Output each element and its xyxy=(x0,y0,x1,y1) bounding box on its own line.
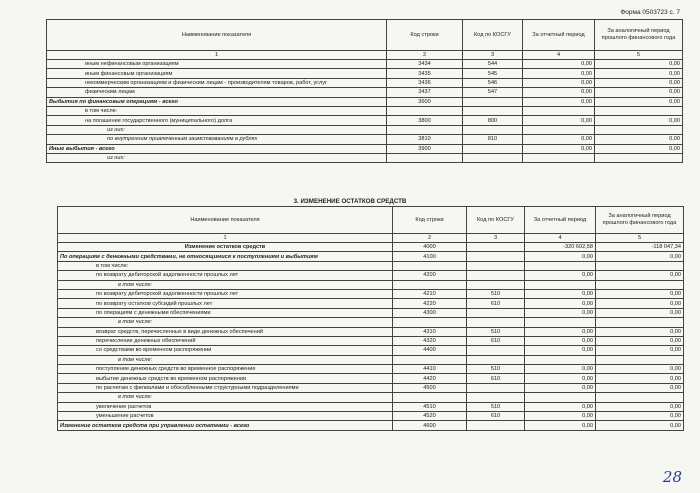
row-name: физическим лицам xyxy=(47,88,387,97)
row-previous-value xyxy=(596,393,684,402)
header-name: Наименование показателя xyxy=(47,20,387,51)
row-current-value: 0,00 xyxy=(525,421,596,430)
header-current: За отчетный период xyxy=(523,20,595,51)
row-previous-value: 0,00 xyxy=(596,289,684,298)
row-kosgu xyxy=(467,261,525,270)
row-previous-value xyxy=(595,106,683,115)
row-line-code xyxy=(393,318,467,327)
row-line-code: 4000 xyxy=(393,243,467,252)
row-current-value: 0,00 xyxy=(523,97,595,106)
row-previous-value: 0,00 xyxy=(596,412,684,421)
row-previous-value xyxy=(596,318,684,327)
col-number: 1 xyxy=(47,51,387,60)
row-kosgu xyxy=(467,318,525,327)
row-previous-value: 0,00 xyxy=(596,252,684,261)
row-kosgu xyxy=(463,106,523,115)
row-name: из них: xyxy=(47,125,387,134)
row-kosgu: 510 xyxy=(467,289,525,298)
row-name: Изменение остатков средств xyxy=(58,243,393,252)
row-previous-value: 0,00 xyxy=(595,69,683,78)
row-name: в том числе: xyxy=(58,393,393,402)
row-name: в том числе: xyxy=(58,355,393,364)
col-number: 5 xyxy=(596,234,684,243)
row-line-code: 3810 xyxy=(387,135,463,144)
row-previous-value: 0,00 xyxy=(595,88,683,97)
row-name: уменьшение расчетов xyxy=(58,412,393,421)
row-line-code: 4510 xyxy=(393,402,467,411)
row-name: Иные выбытия - всего xyxy=(47,144,387,153)
row-line-code: 4600 xyxy=(393,421,467,430)
row-current-value xyxy=(525,280,596,289)
row-previous-value xyxy=(595,153,683,162)
row-previous-value: 0,00 xyxy=(596,308,684,317)
row-current-value: 0,00 xyxy=(525,252,596,261)
row-name: по возврату остатков субсидий прошлых лет xyxy=(58,299,393,308)
row-current-value xyxy=(525,355,596,364)
row-line-code xyxy=(393,355,467,364)
row-line-code: 4310 xyxy=(393,327,467,336)
table-row xyxy=(47,116,683,125)
table-row xyxy=(58,336,684,345)
row-current-value: 0,00 xyxy=(525,365,596,374)
row-current-value: 0,00 xyxy=(525,346,596,355)
row-line-code: 4320 xyxy=(393,336,467,345)
row-name: перечисление денежных обеспечений xyxy=(58,336,393,345)
table-row xyxy=(47,153,683,162)
table-row xyxy=(58,383,684,392)
table-row xyxy=(58,346,684,355)
row-line-code: 4200 xyxy=(393,271,467,280)
table-row xyxy=(58,308,684,317)
header-previous: За аналогичный период прошлого финансового года xyxy=(595,20,683,51)
row-previous-value: 0,00 xyxy=(596,336,684,345)
row-kosgu: 610 xyxy=(467,412,525,421)
table-row xyxy=(47,97,683,106)
row-current-value: 0,00 xyxy=(525,383,596,392)
row-kosgu xyxy=(467,280,525,289)
row-line-code: 3434 xyxy=(387,60,463,69)
row-line-code: 4400 xyxy=(393,346,467,355)
row-name: в том числе: xyxy=(58,261,393,270)
row-kosgu xyxy=(467,271,525,280)
row-line-code: 3436 xyxy=(387,78,463,87)
row-name: иным финансовым организациям xyxy=(47,69,387,78)
row-current-value: 0,00 xyxy=(525,308,596,317)
row-kosgu: 610 xyxy=(467,336,525,345)
table-row xyxy=(58,402,684,411)
row-kosgu xyxy=(467,243,525,252)
row-kosgu: 610 xyxy=(467,374,525,383)
table-row xyxy=(58,271,684,280)
table-row xyxy=(58,318,684,327)
row-line-code: 3437 xyxy=(387,88,463,97)
row-previous-value xyxy=(595,125,683,134)
row-previous-value: -118 047,34 xyxy=(596,243,684,252)
row-current-value: 0,00 xyxy=(525,336,596,345)
page-number: 28 xyxy=(662,468,682,486)
row-line-code xyxy=(393,393,467,402)
header-name: Наименование показателя xyxy=(58,207,393,234)
row-current-value xyxy=(525,318,596,327)
row-current-value: 0,00 xyxy=(523,144,595,153)
row-kosgu: 800 xyxy=(463,116,523,125)
row-previous-value xyxy=(596,280,684,289)
row-kosgu xyxy=(467,346,525,355)
table-outflows xyxy=(46,19,683,163)
row-line-code: 4520 xyxy=(393,412,467,421)
row-previous-value: 0,00 xyxy=(596,374,684,383)
row-previous-value: 0,00 xyxy=(595,135,683,144)
table-row xyxy=(58,252,684,261)
row-previous-value: 0,00 xyxy=(595,97,683,106)
row-kosgu: 610 xyxy=(467,299,525,308)
row-kosgu xyxy=(467,383,525,392)
row-kosgu: 544 xyxy=(463,60,523,69)
row-name: по расчетам с филиалами и обособленными структурными подразделениями xyxy=(58,383,393,392)
row-current-value: 0,00 xyxy=(525,374,596,383)
row-name: со средствами во временном распоряжении xyxy=(58,346,393,355)
row-name: в том числе: xyxy=(47,106,387,115)
row-kosgu: 810 xyxy=(463,135,523,144)
row-line-code xyxy=(393,280,467,289)
row-name: в том числе: xyxy=(58,318,393,327)
col-number: 3 xyxy=(463,51,523,60)
table-row xyxy=(58,393,684,402)
row-line-code: 4300 xyxy=(393,308,467,317)
row-line-code xyxy=(393,261,467,270)
row-current-value: 0,00 xyxy=(525,271,596,280)
col-number: 4 xyxy=(523,51,595,60)
row-line-code: 4500 xyxy=(393,383,467,392)
row-kosgu xyxy=(463,144,523,153)
row-previous-value: 0,00 xyxy=(595,144,683,153)
row-previous-value: 0,00 xyxy=(596,327,684,336)
row-name: из них: xyxy=(47,153,387,162)
table-row xyxy=(47,144,683,153)
row-current-value xyxy=(523,153,595,162)
col-number: 2 xyxy=(393,234,467,243)
row-name: увеличение расчетов xyxy=(58,402,393,411)
table-balance-changes xyxy=(57,206,684,431)
row-kosgu: 545 xyxy=(463,69,523,78)
row-line-code: 3435 xyxy=(387,69,463,78)
row-current-value: 0,00 xyxy=(523,88,595,97)
row-line-code: 4100 xyxy=(393,252,467,261)
col-number: 1 xyxy=(58,234,393,243)
row-line-code xyxy=(387,153,463,162)
row-line-code: 3800 xyxy=(387,116,463,125)
row-kosgu xyxy=(463,125,523,134)
table-row xyxy=(58,280,684,289)
row-line-code: 4210 xyxy=(393,289,467,298)
row-kosgu: 510 xyxy=(467,402,525,411)
header-kosgu: Код по КОСГУ xyxy=(467,207,525,234)
row-current-value: 0,00 xyxy=(525,327,596,336)
row-current-value: 0,00 xyxy=(525,289,596,298)
table-row xyxy=(58,327,684,336)
row-name: некоммерческим организациям и физическим лицам - производителям товаров, работ, услуг xyxy=(47,78,387,87)
form-code: Форма 0503723 с. 7 xyxy=(620,9,680,16)
header-line-code: Код строки xyxy=(393,207,467,234)
row-previous-value xyxy=(596,355,684,364)
row-current-value: 0,00 xyxy=(523,60,595,69)
row-name: Выбытия по финансовым операциям - всего xyxy=(47,97,387,106)
row-name: Изменение остатков средств при управлении остатками - всего xyxy=(58,421,393,430)
row-current-value: 0,00 xyxy=(523,69,595,78)
row-name: по операциям с денежными обеспечениями xyxy=(58,308,393,317)
table-row xyxy=(58,299,684,308)
row-name: По операциям с денежными средствами, не относящимися к поступлениям и выбытиям xyxy=(58,252,393,261)
header-kosgu: Код по КОСГУ xyxy=(463,20,523,51)
row-kosgu xyxy=(467,355,525,364)
row-kosgu: 510 xyxy=(467,365,525,374)
row-name: выбытие денежных средств во временном распоряжении xyxy=(58,374,393,383)
row-name: на погашение государственного (муниципального) долга xyxy=(47,116,387,125)
row-line-code: 4420 xyxy=(393,374,467,383)
table-row xyxy=(47,60,683,69)
row-current-value: -320 602,58 xyxy=(525,243,596,252)
table-row xyxy=(47,125,683,134)
row-previous-value: 0,00 xyxy=(596,383,684,392)
col-number: 3 xyxy=(467,234,525,243)
row-kosgu: 510 xyxy=(467,327,525,336)
row-line-code xyxy=(387,106,463,115)
row-previous-value: 0,00 xyxy=(595,60,683,69)
row-kosgu xyxy=(467,421,525,430)
row-name: возврат средств, перечисленных в виде денежных обеспечений xyxy=(58,327,393,336)
row-name: иным нефинансовым организациям xyxy=(47,60,387,69)
row-name: по внутренним привлеченным заимствованиям в рублях xyxy=(47,135,387,144)
row-current-value: 0,00 xyxy=(525,412,596,421)
table-row xyxy=(58,374,684,383)
header-previous: За аналогичный период прошлого финансового года xyxy=(596,207,684,234)
table-row xyxy=(58,243,684,252)
row-kosgu xyxy=(467,393,525,402)
row-kosgu: 547 xyxy=(463,88,523,97)
row-kosgu xyxy=(467,308,525,317)
table-row xyxy=(47,88,683,97)
table-row xyxy=(47,135,683,144)
col-number: 2 xyxy=(387,51,463,60)
row-kosgu xyxy=(463,153,523,162)
row-previous-value: 0,00 xyxy=(596,365,684,374)
table-row xyxy=(47,78,683,87)
table-row xyxy=(58,412,684,421)
header-current: За отчетный период xyxy=(525,207,596,234)
col-number: 4 xyxy=(525,234,596,243)
row-name: по возврату дебиторской задолженности прошлых лет xyxy=(58,271,393,280)
row-current-value: 0,00 xyxy=(523,116,595,125)
col-number: 5 xyxy=(595,51,683,60)
row-current-value xyxy=(525,261,596,270)
row-name: по возврату дебиторской задолженности прошлых лет xyxy=(58,289,393,298)
row-kosgu: 546 xyxy=(463,78,523,87)
row-line-code: 3900 xyxy=(387,144,463,153)
table-row xyxy=(47,106,683,115)
table-row xyxy=(58,421,684,430)
table-row xyxy=(58,261,684,270)
row-previous-value: 0,00 xyxy=(595,78,683,87)
row-current-value: 0,00 xyxy=(525,299,596,308)
row-previous-value: 0,00 xyxy=(596,299,684,308)
row-line-code: 3600 xyxy=(387,97,463,106)
row-previous-value: 0,00 xyxy=(596,421,684,430)
row-line-code: 4410 xyxy=(393,365,467,374)
row-name: поступление денежных средств во временное распоряжение xyxy=(58,365,393,374)
row-previous-value: 0,00 xyxy=(595,116,683,125)
row-current-value: 0,00 xyxy=(525,402,596,411)
header-line-code: Код строки xyxy=(387,20,463,51)
row-current-value xyxy=(525,393,596,402)
row-line-code: 4220 xyxy=(393,299,467,308)
row-line-code xyxy=(387,125,463,134)
table-row xyxy=(58,289,684,298)
row-current-value: 0,00 xyxy=(523,135,595,144)
row-kosgu xyxy=(467,252,525,261)
row-current-value xyxy=(523,106,595,115)
row-current-value xyxy=(523,125,595,134)
row-current-value: 0,00 xyxy=(523,78,595,87)
table-row xyxy=(58,355,684,364)
row-kosgu xyxy=(463,97,523,106)
section-title: 3. ИЗМЕНЕНИЕ ОСТАТКОВ СРЕДСТВ xyxy=(293,198,407,205)
table-row xyxy=(47,69,683,78)
row-name: в том числе: xyxy=(58,280,393,289)
row-previous-value: 0,00 xyxy=(596,346,684,355)
row-previous-value: 0,00 xyxy=(596,402,684,411)
table-row xyxy=(58,365,684,374)
row-previous-value: 0,00 xyxy=(596,271,684,280)
row-previous-value xyxy=(596,261,684,270)
